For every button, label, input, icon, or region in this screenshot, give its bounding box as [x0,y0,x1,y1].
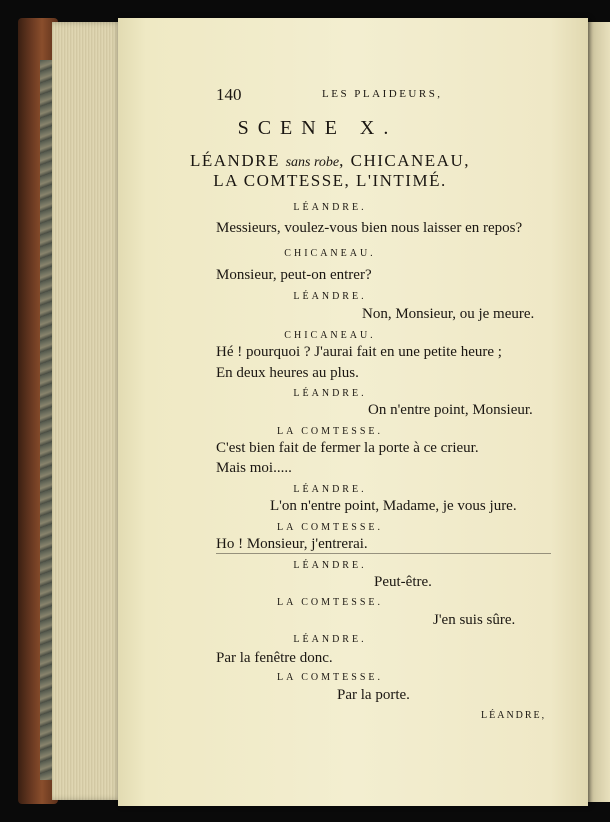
speaker-label: LA COMTESSE. [276,522,383,533]
character-list-line-1 [0,152,610,170]
dialogue-line: Par la fenêtre donc. [216,650,333,666]
dialogue-line: En deux heures au plus. [216,365,359,381]
page-edges [52,22,122,800]
stage-direction: sans robe [285,155,340,170]
scene-title: SCENE X. [237,117,398,139]
speaker-label: LÉANDRE. [293,560,367,571]
speaker-label: LÉANDRE. [293,484,367,495]
print-rule [216,553,551,554]
dialogue-line: Par la porte. [337,687,410,703]
dialogue-line: On n'entre point, Monsieur. [368,402,533,418]
character-list-rest: , CHICANEAU, [339,151,470,170]
dialogue-line: Peut-être. [374,574,432,590]
page-number: 140 [216,85,242,104]
dialogue-line: C'est bien fait de fermer la porte à ce crieur. [216,440,479,456]
speaker-label: CHICANEAU. [284,330,376,341]
speaker-label: CHICANEAU. [284,248,376,259]
character-list-line-2: LA COMTESSE, L'INTIMÉ. [213,171,447,190]
dialogue-line: L'on n'entre point, Madame, je vous jure. [270,498,517,514]
dialogue-line: Ho ! Monsieur, j'entrerai. [216,536,368,552]
dialogue-line: Monsieur, peut-on entrer? [216,267,372,283]
character-leandre: LÉANDRE [190,151,280,170]
speaker-label: LA COMTESSE. [276,426,383,437]
dialogue-line: Mais moi..... [216,460,292,476]
speaker-label: LA COMTESSE. [276,672,383,683]
speaker-label: LÉANDRE. [293,634,367,645]
facing-page-edge [588,22,610,802]
speaker-label: LÉANDRE. [293,388,367,399]
dialogue-line: Hé ! pourquoi ? J'aurai fait en une petite heure ; [216,344,502,360]
speaker-label: LÉANDRE. [293,291,367,302]
dialogue-line: Messieurs, voulez-vous bien nous laisser en repos? [216,220,523,236]
speaker-label: LÉANDRE. [293,202,367,213]
speaker-label: LA COMTESSE. [276,597,383,608]
catchword: LÉANDRE, [481,710,547,721]
dialogue-line: Non, Monsieur, ou je meure. [362,306,535,322]
dialogue-line: J'en suis sûre. [433,612,516,628]
running-head: LES PLAIDEURS, [322,88,443,100]
